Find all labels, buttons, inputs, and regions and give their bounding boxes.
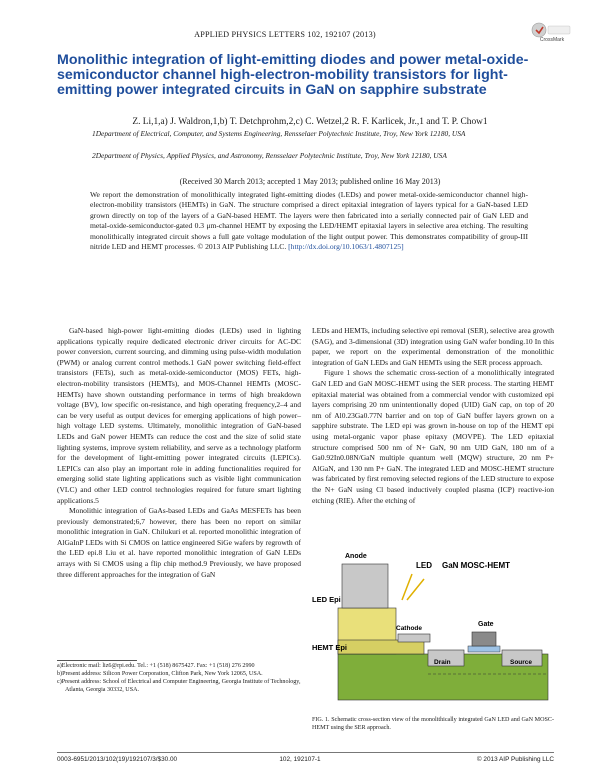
gate-contact [472,632,496,646]
footnote-divider [57,660,137,661]
paragraph: GaN-based high-power light-emitting diodes (LEDs) used in lighting applications typically require dedicated electronic driver circuits for AC-DC power conversion, current sourcing, and dimming using pulse-width modulation (PWM) or analog current control methods.1 GaN power switching field-effect transistors (FETs), such as metal-oxide-semiconductor (MOS) FETs, high-electron-mobility transistors (HEMTs), and MOS-Channel HEMTs (MOSC-HEMTs) have shown outstanding performance in terms of high breakdown voltage (BV), low specific on-resistance, and high operating frequency,2–4 and can be very useful as output devices for emerging applications of high power–high voltage LED systems. Ultimately, monolithic integration of GaN-based LEDs and GaN power HEMTs can reduce the cost and the size of solid state lighting systems, improve system reliability, and serve as a technology platform for the development of light-emitting power integrated circuits (LEPICs). LEPICs can also play an important role in adding functionalities required for emerging solid state lighting applications such as visible light communication (VLC) and other LED control technologies required for future smart lighting applications.5 [57,326,301,505]
label-cathode: Cathode [396,625,422,632]
label-hemt-title: GaN MOSC-HEMT [442,561,510,570]
paragraph: Figure 1 shows the schematic cross-section of a monolithically integrated GaN LED and GaN MOSC-HEMT using the SER process. The starting HEMT epitaxial material was obtained from a commercial vendor with customized epi layers comprising 20 nm unintentionally doped (UID) GaN cap, on top of 20 nm of Al0.23Ga0.77N barrier and on top of GaN buffer layers grown on a sapphire substrate. The LED epi was grown in-house on top of the HEMT epi using metal-organic vapor phase epitaxy (MOVPE). The LED epitaxial structure comprised 500 nm of N+ GaN, 90 nm UID GaN, 180 nm of a Ga0.92In0.08N/GaN multiple quantum well (MQW) structure, 20 nm P+ AlGaN, and 130 nm P+ GaN. The integrated LED and MOSC-HEMT structure was fabricated by first removing selected regions of the LED structure to expose the N+ GaN using Cl based inductively coupled plasma (ICP) reactive-ion etching (RIE). After the etching of [312,368,554,505]
device-cross-section-diagram [312,534,554,708]
footer-page: 102, 192107-1 [279,756,321,763]
crossmark-logo[interactable] [531,22,573,46]
doi-link[interactable]: [http://dx.doi.org/10.1063/1.4807125] [288,242,404,252]
crossmark-icon [531,22,573,38]
label-hemt-epi: HEMT Epi [312,643,347,652]
left-column [57,326,301,580]
abstract [90,190,528,253]
footnotes [57,662,301,694]
right-column [312,326,554,506]
paper-title: Monolithic integration of light-emitting diodes and power metal-oxide-semiconductor channel high-electron-mobility transistors for light-emitting power integrated circuits in GaN on sapphire substrate [57,52,529,98]
label-led-epi: LED Epi [312,595,341,604]
label-gate: Gate [478,621,494,628]
footer-issn: 0003-6951/2013/102(19)/192107/3/$30.00 [57,756,178,763]
gate-oxide [468,646,500,652]
journal-header: APPLIED PHYSICS LETTERS 102, 192107 (2013) [194,30,376,39]
affiliation-1: 1Department of Electrical, Computer, and Systems Engineering, Rensselaer Polytechnic Institute, Troy, New York 12180, USA [92,129,466,138]
affiliation-2: 2Department of Physics, Applied Physics, and Astronomy, Rensselaer Polytechnic Institute, Troy, New York 12180, USA [92,151,447,160]
footnote-a: a)Electronic mail: liz6@rpi.edu. Tel.: +1 (518) 8675427. Fax: +1 (518) 276 2990 [57,663,255,669]
footnote-c: c)Present address: School of Electrical and Computer Engineering, Georgia Institute of Technology, Atlanta, Georgia 30332, USA. [57,679,301,693]
paragraph: Monolithic integration of GaAs-based LEDs and GaAs MESFETs has been previously demonstrated;6,7 however, there has been no report on similar monolithic integration in GaN. Chilukuri et al. reported monolithic integration of AlGaInP LEDs with Si CMOS on lattice engineered SiGe wafers by regrowth of the LED epi.8 Liu et al. have reported monolithic integration of GaN LEDs arrays with Si CMOS using a flip chip method.9 Previously, we have proposed three different approaches for the integration of GaN [57,506,301,579]
label-drain: Drain [434,659,451,666]
authors: Z. Li,1,a) J. Waldron,1,b) T. Detchprohm,2,c) C. Wetzel,2 R. F. Karlicek, Jr.,1 and T. P. Chow1 [132,117,488,127]
cathode-contact [398,634,430,642]
received-dates: (Received 30 March 2013; accepted 1 May 2013; published online 16 May 2013) [179,177,441,186]
figure-1 [312,534,554,708]
label-source: Source [510,659,533,666]
label-led: LED [416,561,432,570]
footer-copyright: © 2013 AIP Publishing LLC [476,756,554,763]
footer-divider [57,752,554,753]
crossmark-label: CrossMark [539,37,565,43]
footnote-b: b)Present address: Silicon Power Corporation, Clifton Park, New York 12065, USA. [57,671,263,677]
abstract-text: We report the demonstration of monolithically integrated light-emitting diodes (LEDs) and power metal-oxide-semiconductor channel high-electron-mobility transistors (HEMTs) in GaN. The structure comprised a direct epitaxial integration of layers typical for a GaN-based LED grown directly on top of the layers of a GaN-based HEMT. The layers were then fabricated into a serially connected pair of GaN LED and metal-oxide-semiconductor-gated 0.3 μm-channel HEMT by exposing the LED/HEMT epitaxial layers in selective area etching. The resulting monolithically integrated circuit shows a full gate voltage modulation of the light output power. This demonstrates compatibility of group-III nitride LED and HEMT processes. © 2013 AIP Publishing LLC. [90,190,528,252]
anode-contact [342,564,388,608]
figure-caption: FIG. 1. Schematic cross-section view of the monolithically integrated GaN LED and GaN MOSC-HEMT using the SER approach. [312,717,554,731]
label-anode: Anode [345,553,367,560]
paragraph: LEDs and HEMTs, including selective epi removal (SER), selective area growth (SAG), and 3-dimensional (3D) integration using GaN wafer bonding.10 In this paper, we report on the experimental demonstration of the monolithic integration of GaN LEDs and GaN HEMTs using the SER process approach. [312,326,554,367]
